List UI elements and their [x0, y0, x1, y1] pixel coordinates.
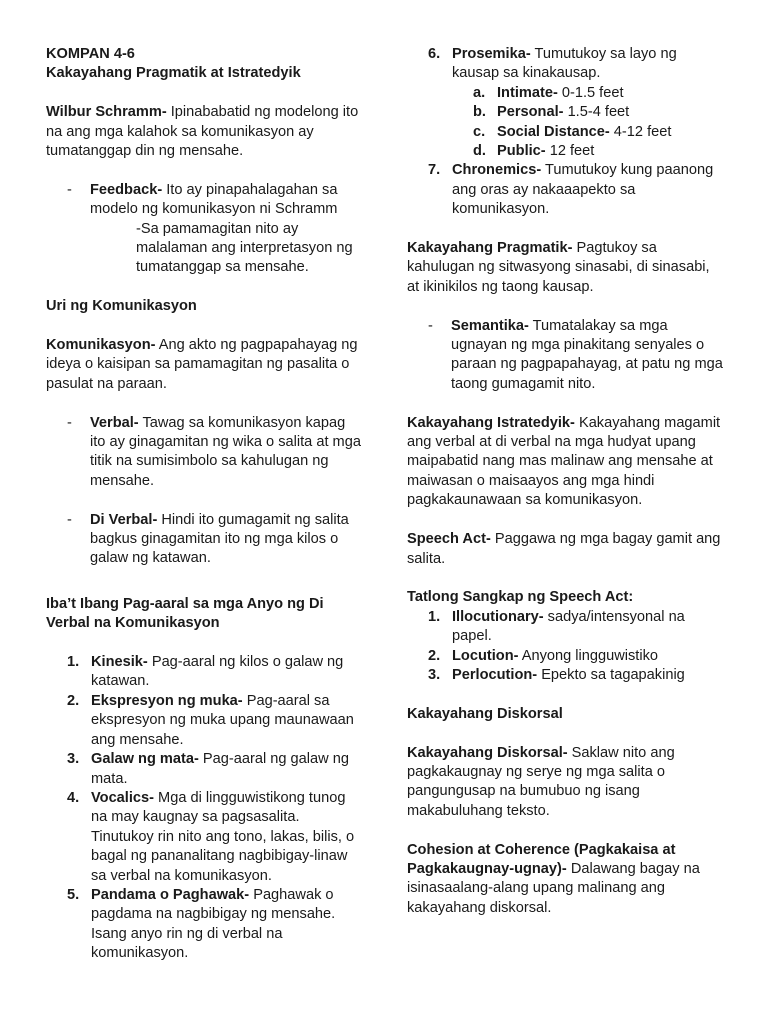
ibat-heading: Iba’t Ibang Pag-aaral sa mga Anyo ng Di Verbal na Komunikasyon	[46, 595, 324, 632]
verbal-item: - Verbal- Tawag sa komunikasyon kapag ito ay ginagamitan ng wika o salita at mga titik na sumisimbolo sa kahulugan ng mensahe.	[46, 414, 364, 492]
pragmatik-paragraph: Kakayahang Pragmatik- Pagtukoy sa kahulugan ng sitwasyong sinasabi, di sinasabi, at ikinikilos ng taong kausap.	[407, 240, 710, 295]
list-item: 1. Illocutionary- sadya/intensyonal na papel.	[428, 608, 685, 645]
diskorsal-heading: Kakayahang Diskorsal	[407, 705, 563, 722]
list-item: 5. Pandama o Paghawak- Paghawak o pagdama na nagbibigay ng mensahe. Isang anyo rin ng di verbal na komunikasyon.	[67, 886, 336, 962]
list-item: 3. Galaw ng mata- Pag-aaral ng galaw ng mata.	[67, 751, 349, 787]
schramm-paragraph: Wilbur Schramm- Ipinababatid ng modelong ito na ang mga kalahok sa komunikasyon ay tumatanggap din ng mensahe.	[46, 104, 359, 160]
list-item: 2. Ekspresyon ng muka- Pag-aaral sa ekspresyon ng muka upang maunawaan ang mensahe.	[67, 692, 354, 748]
left-column	[46, 45, 364, 964]
feedback-subnote: -Sa pamamagitan nito ay malalaman ang interpretasyon ng tumatanggap sa mensahe.	[136, 220, 353, 276]
list-item: c. Social Distance- 4-12 feet	[473, 123, 672, 140]
diverbal-forms-list-continued	[407, 45, 725, 84]
istratedyik-paragraph: Kakayahang Istratedyik- Kakayahang magamit ang verbal at di verbal na mga hudyat upang maipabatid nang mas malinaw ang mensahe at maiwasan o maisaayos ang mga hindi pagkakaunawaan sa komunikasyon.	[407, 414, 721, 509]
cohesion-paragraph: Cohesion at Coherence (Pagkakaisa at Pagkakaugnay-ugnay)- Dalawang bagay na isinasaalang-alang upang malinang ang kakayahang diskorsal.	[407, 841, 700, 916]
doc-subtitle: Kakayahang Pragmatik at Istratedyik	[46, 65, 301, 82]
chronemics-list	[407, 161, 725, 219]
speech-act-list	[407, 608, 725, 686]
list-item: b. Personal- 1.5-4 feet	[473, 104, 630, 121]
list-item: 4. Vocalics- Mga di lingguwistikong tunog na may kaugnay sa pagsasalita. Tinutukoy rin nito ang tono, lakas, bilis, o bagal ng pananalitang nagbibigay-linaw sa verbal na komunikasyon.	[67, 789, 355, 884]
doc-title: KOMPAN 4-6	[46, 46, 135, 62]
feedback-item: - Feedback- Ito ay pinapahalagahan sa modelo ng komunikasyon ni Schramm	[46, 181, 364, 220]
diskorsal-paragraph: Kakayahang Diskorsal- Saklaw nito ang pagkakaugnay ng serye ng mga salita o pangungusap na bumubuo ng isang makabuluhang teksto.	[407, 744, 675, 819]
uri-heading: Uri ng Komunikasyon	[46, 298, 197, 315]
speech-act-paragraph: Speech Act- Paggawa ng mga bagay gamit ang salita.	[407, 531, 721, 567]
list-item: 1. Kinesik- Pag-aaral ng kilos o galaw ng katawan.	[67, 654, 344, 690]
distance-list	[407, 84, 725, 162]
list-item: 6. Prosemika- Tumutukoy sa layo ng kausap sa kinakausap.	[428, 46, 677, 82]
semantika-item: - Semantika- Tumatalakay sa mga ugnayan ng mga pinakitang senyales o paraan ng pagpapahayag, at patu ng mga taong gumagamit nito.	[407, 317, 725, 395]
list-item: d. Public- 12 feet	[473, 143, 595, 160]
list-item: 7. Chronemics- Tumutukoy kung paanong ang oras ay nakaaapekto sa komunikasyon.	[428, 162, 714, 218]
right-column	[407, 45, 725, 918]
list-item: 3. Perlocution- Epekto sa tagapakinig	[428, 666, 685, 683]
tatlong-heading: Tatlong Sangkap ng Speech Act:	[407, 589, 634, 606]
diverbal-forms-list	[46, 653, 364, 964]
list-item: 2. Locution- Anyong lingguwistiko	[428, 647, 659, 664]
diverbal-item: - Di Verbal- Hindi ito gumagamit ng salita bagkus ginagamitan ito ng mga kilos o galaw ng katawan.	[46, 511, 364, 569]
komunikasyon-paragraph: Komunikasyon- Ang akto ng pagpapahayag ng ideya o kaisipan sa pamamagitan ng pasalita o pasulat na paraan.	[46, 337, 358, 392]
list-item: a. Intimate- 0-1.5 feet	[473, 84, 624, 101]
